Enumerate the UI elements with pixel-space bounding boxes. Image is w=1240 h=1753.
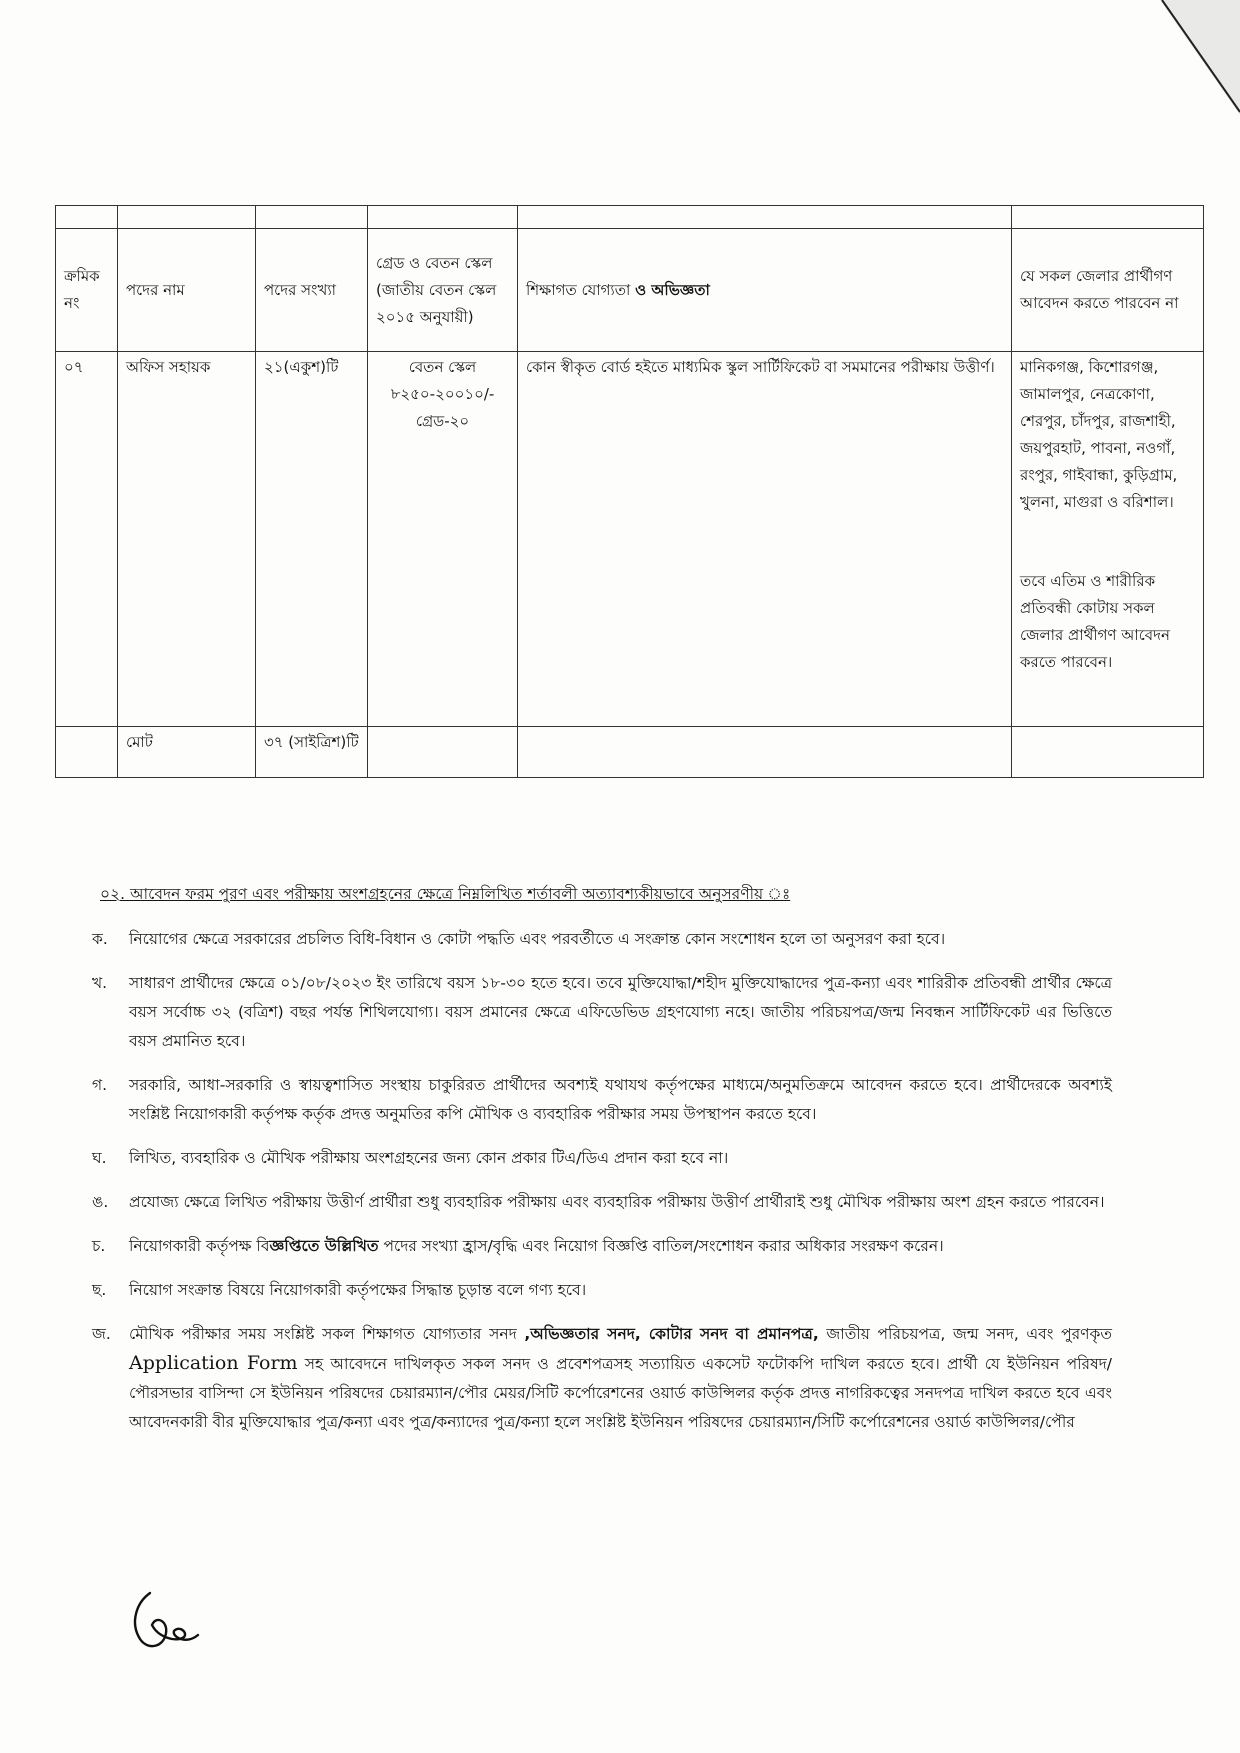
list-item (92, 1144, 1112, 1173)
item-marker: ছ. (92, 1281, 107, 1299)
list-item (92, 1071, 1112, 1129)
table-row (56, 352, 1204, 727)
list-item (92, 925, 1112, 954)
list-item (92, 969, 1112, 1056)
item-text (129, 1320, 1112, 1437)
item-text-part: পদের সংখ্যা হ্রাস/বৃদ্ধি এবং নিয়োগ বিজ্ঞপ্তি বাতিল/সংশোধন করার অধিকার সংরক্ষণ করেন। (378, 1237, 944, 1255)
item-text-part: জাতীয় পরিচয়পত্র, জন্ম সনদ, এবং পুরণকৃত (818, 1325, 1113, 1343)
header-post-count: পদের সংখ্যা (256, 229, 368, 352)
cell-qualification: কোন স্বীকৃত বোর্ড হইতে মাধ্যমিক স্কুল সার্টিফিকেট বা সমমানের পরীক্ষায় উত্তীর্ণ। (518, 352, 1012, 727)
item-marker: ঙ. (92, 1193, 109, 1211)
district-list: মানিকগঞ্জ, কিশোরগঞ্জ, জামালপুর, নেত্রকোণা, শেরপুর, চাঁদপুর, রাজশাহী, জয়পুরহাট, পাবনা, নওগাঁ, রংপুর, গাইবান্ধা, কুড়িগ্রাম, খুলনা, মাগুরা ও বরিশাল। (1020, 358, 1178, 511)
item-text-bold: ,অভিজ্ঞতার সনদ, কোটার সনদ বা প্রমানপত্র, (524, 1325, 819, 1343)
item-marker: ক. (92, 930, 108, 948)
cell-districts (1012, 352, 1204, 727)
table-header-row (56, 229, 1204, 352)
item-marker: জ. (92, 1325, 111, 1343)
header-qualification (518, 229, 1012, 352)
header-qualification-text: শিক্ষাগত যোগ্যতা (526, 280, 636, 299)
item-text-part: মৌখিক পরীক্ষার সময় সংশ্লিষ্ট সকল শিক্ষাগত যোগ্যতার সনদ (129, 1325, 525, 1343)
total-label: মোট (118, 727, 256, 778)
header-grade: গ্রেড ও বেতন স্কেল (জাতীয় বেতন স্কেল ২০১৫ অনুযায়ী) (368, 229, 518, 352)
item-text-part: সহ আবেদনে দাখিলকৃত সকল সনদ ও প্রবেশপত্রসহ সত্যায়িত একসেট ফটোকপি দাখিল করতে হবে। প্রার্থী যে ইউনিয়ন পরিষদ/পৌরসভার বাসিন্দা সে ইউনিয়ন পরিষদের চেয়ারম্যান/পৌর মেয়র/সিটি কর্পোরেশনের ওয়ার্ড কাউন্সিলর কর্তৃক প্রদত্ত নাগরিকত্বের সনদপত্র দাখিল করতে হবে এবং আবেদনকারী বীর মুক্তিযোদ্ধার পুত্র/কন্যা এবং পুত্র/কন্যাদের পুত্র/কন্যা হলে সংশ্লিষ্ট ইউনিয়ন পরিষদের চেয়ারম্যান/সিটি কর্পোরেশনের ওয়ার্ড কাউন্সিলর/পৌর (129, 1355, 1112, 1431)
item-marker: গ. (92, 1076, 108, 1094)
list-item (92, 1276, 1112, 1305)
cell-post-name: অফিস সহায়ক (118, 352, 256, 727)
item-text-english: Application Form (129, 1352, 298, 1374)
table-blank-row (56, 206, 1204, 229)
post-table (55, 205, 1204, 778)
header-districts: যে সকল জেলার প্রার্থীগণ আবেদন করতে পারবেন না (1012, 229, 1204, 352)
item-text-part: নিয়োগকারী কর্তৃপক্ষ বি (129, 1237, 270, 1255)
total-count: ৩৭ (সাইত্রিশ)টি (256, 727, 368, 778)
item-text: লিখিত, ব্যবহারিক ও মৌখিক পরীক্ষায় অংশগ্রহনের জন্য কোন প্রকার টিএ/ডিএ প্রদান করা হবে না। (129, 1149, 729, 1167)
item-text: সাধারণ প্রার্থীদের ক্ষেত্রে ০১/০৮/২০২৩ ইং তারিখে বয়স ১৮-৩০ হতে হবে। তবে মুক্তিযোদ্ধা/শহীদ মুক্তিযোদ্ধাদের পুত্র-কন্যা এবং শারিরীক প্রতিবন্ধী প্রার্থীর ক্ষেত্রে বয়স সর্বোচ্চ ৩২ (বত্রিশ) বছর পর্যন্ত শিথিলযোগ্য। বয়স প্রমানের ক্ষেত্রে এফিডেভিড গ্রহণযোগ্য নহে। জাতীয় পরিচয়পত্র/জন্ম নিবন্ধন সার্টিফিকেট এর ভিত্তিতে বয়স প্রমানিত হবে। (129, 974, 1112, 1050)
list-item (92, 1232, 1112, 1261)
header-serial: ক্রমিক নং (56, 229, 118, 352)
item-text (129, 1232, 1112, 1261)
list-item (92, 1188, 1112, 1217)
item-text: নিয়োগের ক্ষেত্রে সরকারের প্রচলিত বিধি-বিধান ও কোটা পদ্ধতি এবং পরবর্তীতে এ সংক্রান্ত কোন সংশোধন হলে তা অনুসরণ করা হবে। (129, 930, 946, 948)
district-note: তবে এতিম ও শারীরিক প্রতিবন্ধী কোটায় সকল জেলার প্রার্থীগণ আবেদন করতে পারবেন। (1020, 572, 1170, 671)
conditions-title: ০২. আবেদন ফরম পুরণ এবং পরীক্ষায় অংশগ্রহনের ক্ষেত্রে নিম্নলিখিত শর্তাবলী অত্যাবশ্যকীয়ভাবে অনুসরণীয় ঃ (100, 885, 791, 903)
cell-post-count: ২১(একুশ)টি (256, 352, 368, 727)
signature-mark (128, 1585, 208, 1655)
page-corner-fold (1160, 0, 1240, 120)
cell-serial: ০৭ (56, 352, 118, 727)
item-text: প্রযোজ্য ক্ষেত্রে লিখিত পরীক্ষায় উত্তীর্ণ প্রার্থীরা শুধু ব্যবহারিক পরীক্ষায় এবং ব্যবহারিক পরীক্ষায় উত্তীর্ণ প্রার্থীরাই শুধু মৌখিক পরীক্ষায় অংশ গ্রহন করতে পারবেন। (129, 1193, 1105, 1211)
item-text-bold: জ্ঞপ্তিতে উল্লিখিত (269, 1237, 379, 1255)
conditions-section (92, 880, 1112, 1452)
item-text: সরকারি, আধা-সরকারি ও স্বায়ত্বশাসিত সংস্থায় চাকুরিরত প্রার্থীদের অবশ্যই যথাযথ কর্তৃপক্ষের মাধ্যমে/অনুমতিক্রমে আবেদন করতে হবে। প্রার্থীদেরকে অবশ্যই সংশ্লিষ্ট নিয়োগকারী কর্তৃপক্ষ কর্তৃক প্রদত্ত অনুমতির কপি মৌখিক ও ব্যবহারিক পরীক্ষার সময় উপস্থাপন করতে হবে। (129, 1076, 1112, 1123)
cell-grade: বেতন স্কেল ৮২৫০-২০০১০/- গ্রেড-২০ (368, 352, 518, 727)
list-item (92, 1320, 1112, 1437)
header-post-name: পদের নাম (118, 229, 256, 352)
item-marker: চ. (92, 1237, 106, 1255)
item-marker: খ. (92, 974, 108, 992)
item-marker: ঘ. (92, 1149, 107, 1167)
header-qualification-bold: ও অভিজ্ঞতা (635, 280, 710, 299)
table-total-row (56, 727, 1204, 778)
item-text: নিয়োগ সংক্রান্ত বিষয়ে নিয়োগকারী কর্তৃপক্ষের সিদ্ধান্ত চূড়ান্ত বলে গণ্য হবে। (129, 1281, 587, 1299)
